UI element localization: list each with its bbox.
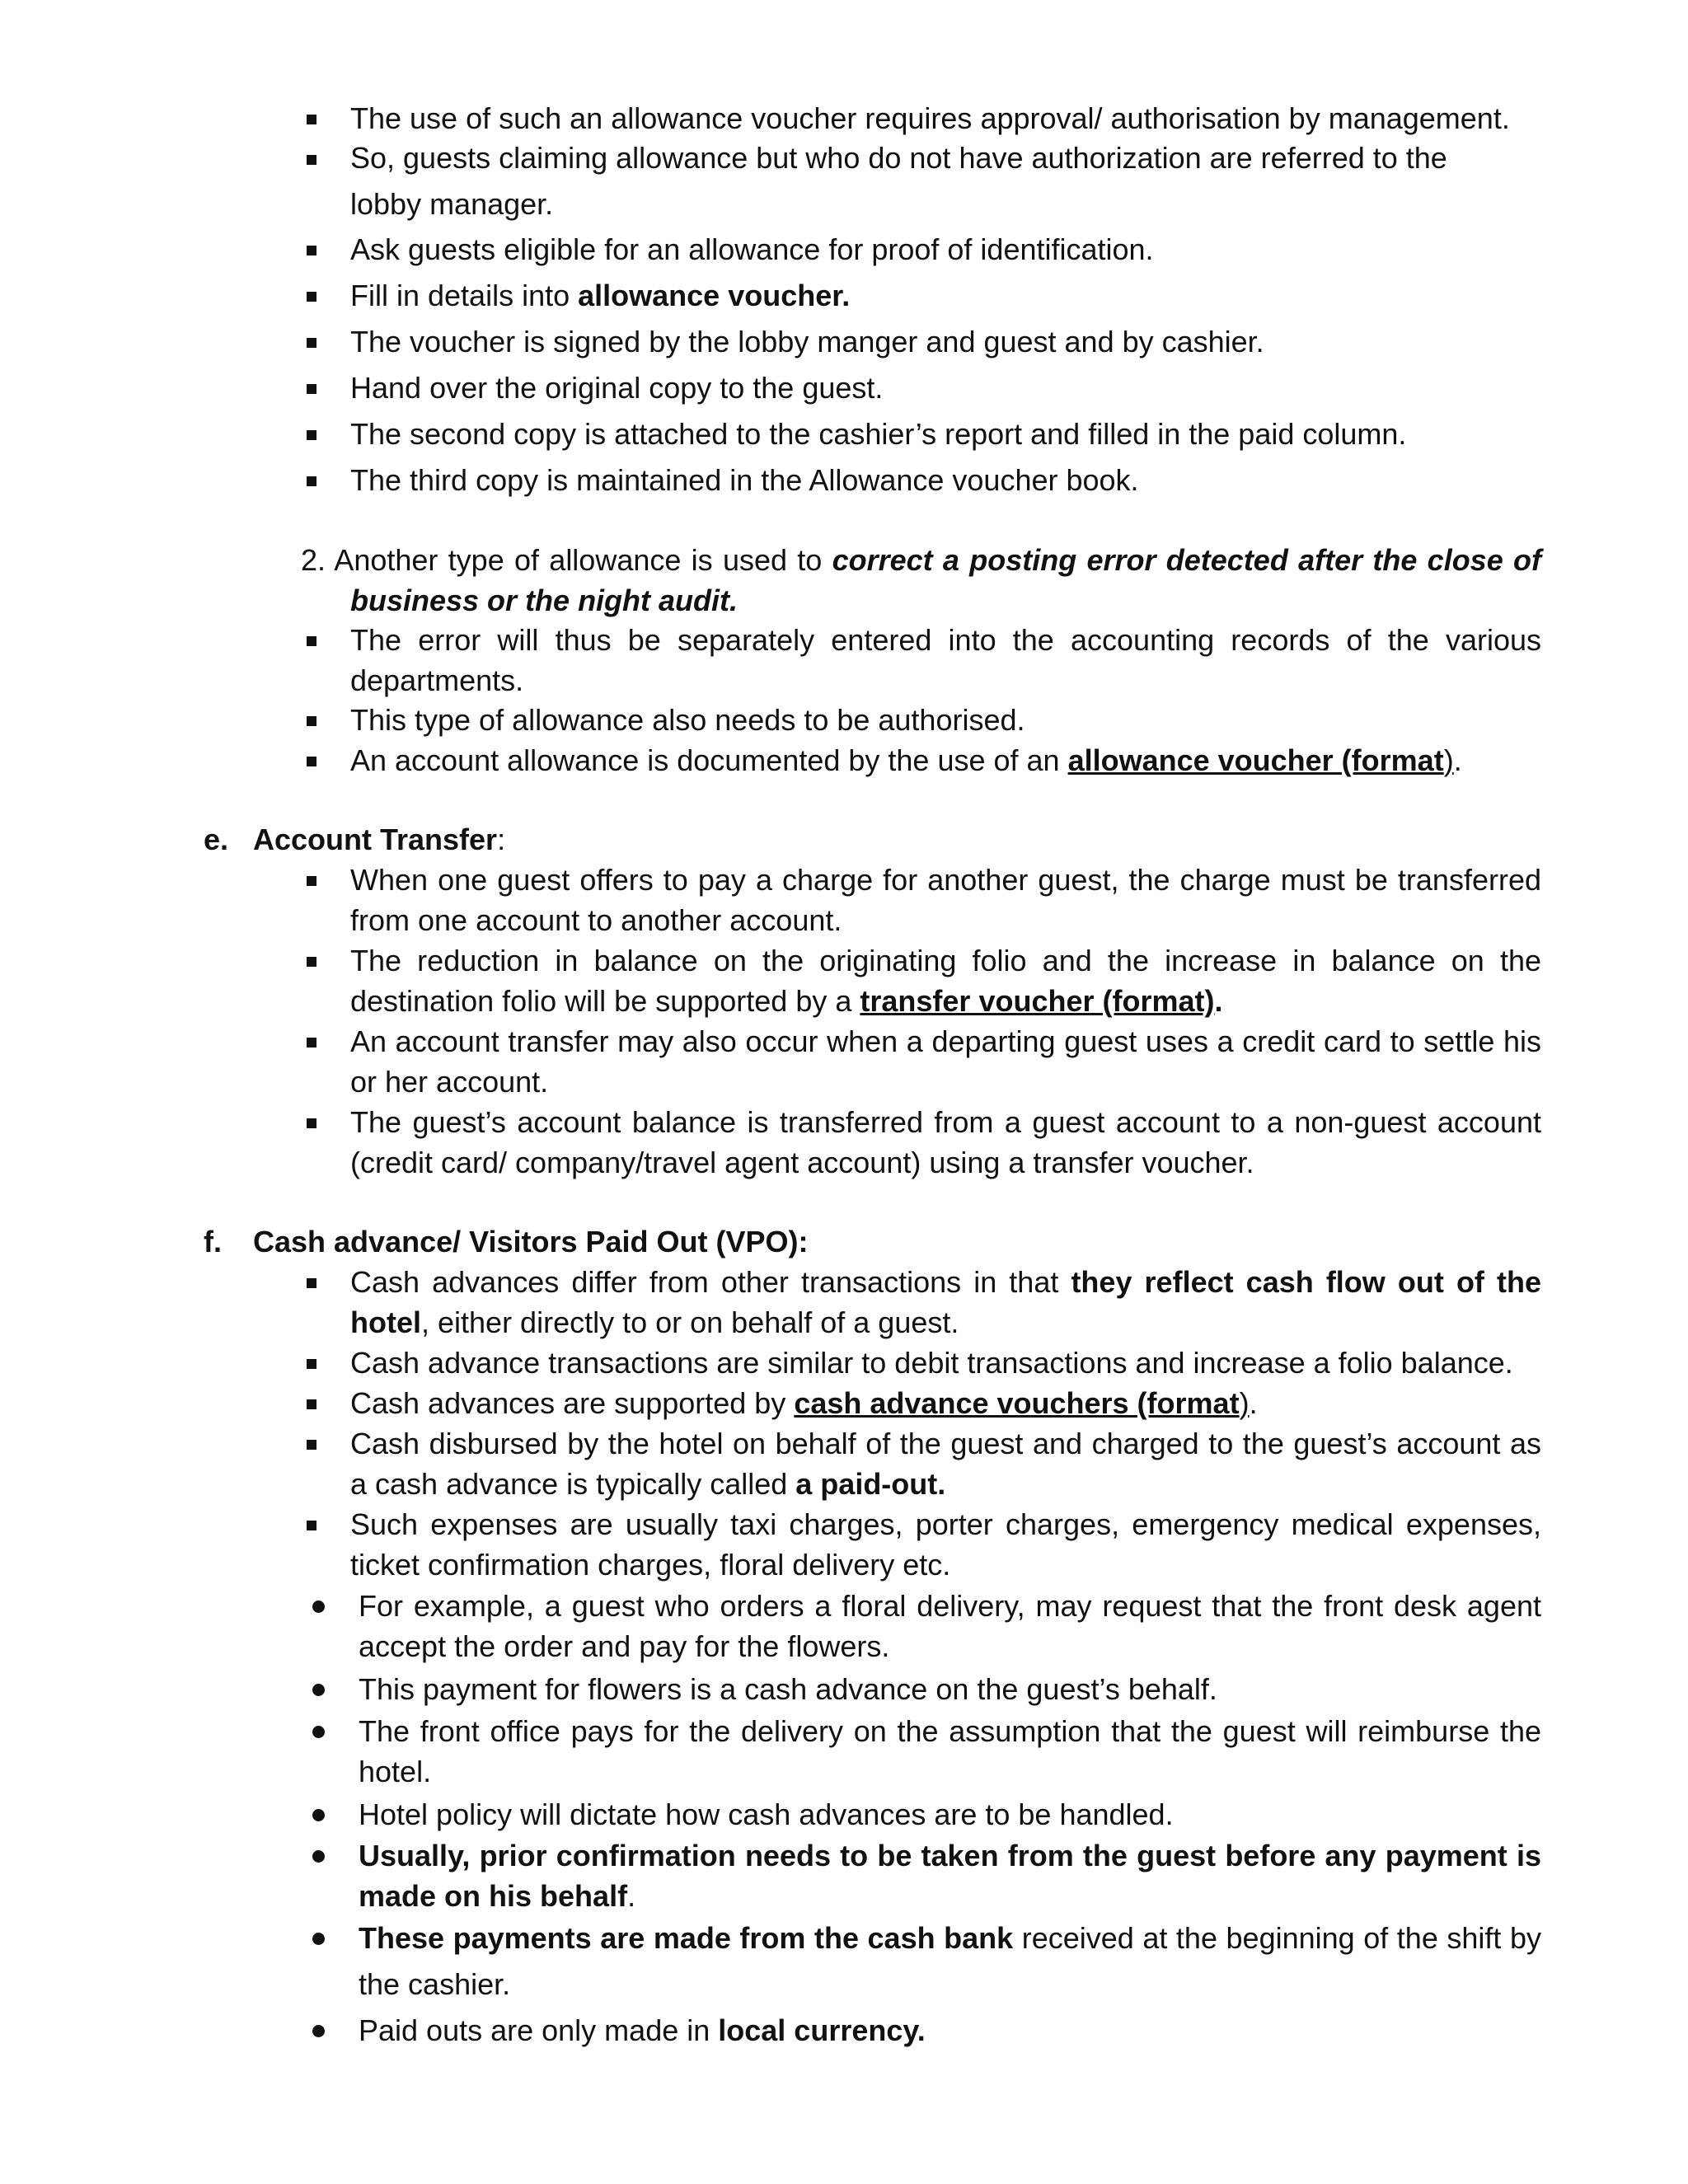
square-bullet-icon <box>307 1278 316 1288</box>
plain-text: Fill in details into <box>350 279 579 312</box>
bullet-text-continuation: from one account to another account. <box>350 903 842 937</box>
bold-underlined-text: cash advance vouchers (format <box>794 1386 1240 1420</box>
bullet-text: The third copy is maintained in the Allowance voucher book. <box>350 463 1139 497</box>
plain-text: Paid outs are only made in <box>359 2013 719 2047</box>
square-bullet-icon <box>307 246 316 255</box>
bullet-text: For example, a guest who orders a floral delivery, may request that the front desk agent <box>359 1589 1541 1623</box>
bullet-text: When one guest offers to pay a charge for another guest, the charge must be transferred <box>350 863 1541 897</box>
plain-text: : <box>497 823 506 856</box>
bullet-text: The use of such an allowance voucher requires approval/ authorisation by management. <box>350 101 1510 135</box>
bullet-text: The front office pays for the delivery on the assumption that the guest will reimburse the <box>359 1714 1541 1748</box>
round-bullet-icon <box>312 1684 325 1696</box>
bullet-text-continuation <box>350 1303 959 1343</box>
square-bullet-icon <box>307 636 316 646</box>
bullet-text: The guest’s account balance is transferred from a guest account to a non-guest account <box>350 1105 1541 1139</box>
section-title: Account Transfer <box>253 823 498 856</box>
section-e-heading <box>253 820 505 860</box>
square-bullet-icon <box>307 115 316 124</box>
bold-text: a paid-out. <box>795 1467 946 1501</box>
numbered-point-2 <box>301 541 1541 580</box>
section-e-label: e. <box>204 823 229 856</box>
square-bullet-icon <box>307 430 316 440</box>
plain-text: 2. Another type of allowance is used to <box>301 543 832 577</box>
plain-text: received at the beginning of the shift by <box>1013 1921 1542 1955</box>
bullet-text-continuation: hotel. <box>359 1755 432 1788</box>
square-bullet-icon <box>307 155 316 165</box>
square-bullet-icon <box>307 757 316 766</box>
bold-text: they reflect cash flow out of the <box>1071 1265 1542 1299</box>
bullet-text-continuation: lobby manager. <box>350 187 554 221</box>
bullet-text: The error will thus be separately entered into the accounting records of the various <box>350 623 1541 657</box>
plain-text: , either directly to or on behalf of a guest. <box>421 1305 959 1339</box>
square-bullet-icon <box>307 1440 316 1450</box>
bullet-text <box>350 741 1462 780</box>
section-f-heading: Cash advance/ Visitors Paid Out (VPO): <box>253 1225 809 1258</box>
bullet-text: The reduction in balance on the originating folio and the increase in balance on the <box>350 944 1541 977</box>
bullet-text: An account transfer may also occur when a departing guest uses a credit card to settle his <box>350 1024 1541 1058</box>
bullet-text: This payment for flowers is a cash advance on the guest’s behalf. <box>359 1672 1217 1706</box>
bullet-text: Hand over the original copy to the guest. <box>350 371 884 405</box>
plain-text: . <box>1249 1386 1258 1420</box>
bold-underlined-text: transfer voucher (format) <box>860 984 1215 1018</box>
bullet-text-continuation: accept the order and pay for the flowers. <box>359 1629 890 1663</box>
square-bullet-icon <box>307 876 316 886</box>
bullet-text <box>350 276 850 316</box>
bullet-text: So, guests claiming allowance but who do not have authorization are referred to the <box>350 141 1447 175</box>
round-bullet-icon <box>312 1933 325 1945</box>
plain-text: An account allowance is documented by the use of an <box>350 743 1068 777</box>
bullet-text <box>359 2011 926 2050</box>
bullet-text-continuation: the cashier. <box>359 1967 511 2001</box>
bold-text: made on his behalf <box>359 1879 628 1913</box>
bullet-text-continuation <box>350 1465 945 1504</box>
bullet-text: Ask guests eligible for an allowance for proof of identification. <box>350 232 1154 266</box>
section-f-label: f. <box>204 1225 222 1258</box>
bold-text: allowance voucher. <box>578 279 851 312</box>
bold-text: hotel <box>350 1305 421 1339</box>
square-bullet-icon <box>307 1038 316 1047</box>
square-bullet-icon <box>307 1359 316 1369</box>
bullet-text: This type of allowance also needs to be authorised. <box>350 703 1025 737</box>
square-bullet-icon <box>307 338 316 348</box>
bold-text: local currency. <box>718 2013 926 2047</box>
round-bullet-icon <box>312 1601 325 1613</box>
square-bullet-icon <box>307 1399 316 1409</box>
plain-text: . <box>1453 743 1462 777</box>
square-bullet-icon <box>307 1118 316 1128</box>
square-bullet-icon <box>307 1521 316 1530</box>
bullet-text-continuation: or her account. <box>350 1065 549 1099</box>
bold-text: These payments are made from the cash bank <box>359 1921 1014 1955</box>
bullet-text: Hotel policy will dictate how cash advances are to be handled. <box>359 1797 1174 1831</box>
square-bullet-icon <box>307 957 316 967</box>
plain-text: Cash advances are supported by <box>350 1386 795 1420</box>
plain-text: . <box>627 1879 636 1913</box>
bold-text: . <box>1214 984 1223 1018</box>
bullet-text <box>350 1263 1541 1302</box>
bullet-text-continuation: departments. <box>350 663 524 697</box>
bullet-text: Such expenses are usually taxi charges, porter charges, emergency medical expenses, <box>350 1507 1541 1541</box>
square-bullet-icon <box>307 384 316 394</box>
bullet-text: Usually, prior confirmation needs to be taken from the guest before any payment is <box>359 1839 1541 1872</box>
numbered-point-2-continuation <box>350 581 738 621</box>
underlined-text: ) <box>1443 743 1454 777</box>
round-bullet-icon <box>312 1726 325 1738</box>
square-bullet-icon <box>307 476 316 486</box>
bullet-text: The voucher is signed by the lobby manger and guest and by cashier. <box>350 325 1264 359</box>
bullet-text: Cash advance transactions are similar to debit transactions and increase a folio balance. <box>350 1346 1513 1380</box>
square-bullet-icon <box>307 716 316 726</box>
square-bullet-icon <box>307 292 316 302</box>
plain-text: destination folio will be supported by a <box>350 984 860 1018</box>
round-bullet-icon <box>312 1809 325 1821</box>
bold-underlined-text: allowance voucher (format <box>1067 743 1444 777</box>
bullet-text-continuation <box>359 1877 635 1916</box>
bullet-text-continuation: (credit card/ company/travel agent account) using a transfer voucher. <box>350 1146 1254 1179</box>
bold-italic-text: correct a posting error detected after the close of <box>832 543 1541 577</box>
plain-text: Cash advances differ from other transactions in that <box>350 1265 1071 1299</box>
bullet-text <box>350 1384 1258 1423</box>
bold-italic-text: business or the night audit. <box>350 583 738 617</box>
underlined-text: ) <box>1239 1386 1250 1420</box>
bullet-text: The second copy is attached to the cashier’s report and filled in the paid column. <box>350 417 1407 451</box>
bullet-text-continuation: ticket confirmation charges, floral delivery etc. <box>350 1548 951 1582</box>
bullet-text: Cash disbursed by the hotel on behalf of the guest and charged to the guest’s account as <box>350 1427 1541 1460</box>
bullet-text <box>359 1919 1541 1958</box>
round-bullet-icon <box>312 2025 325 2037</box>
round-bullet-icon <box>312 1850 325 1863</box>
bullet-text-continuation <box>350 982 1223 1021</box>
plain-text: a cash advance is typically called <box>350 1467 796 1501</box>
